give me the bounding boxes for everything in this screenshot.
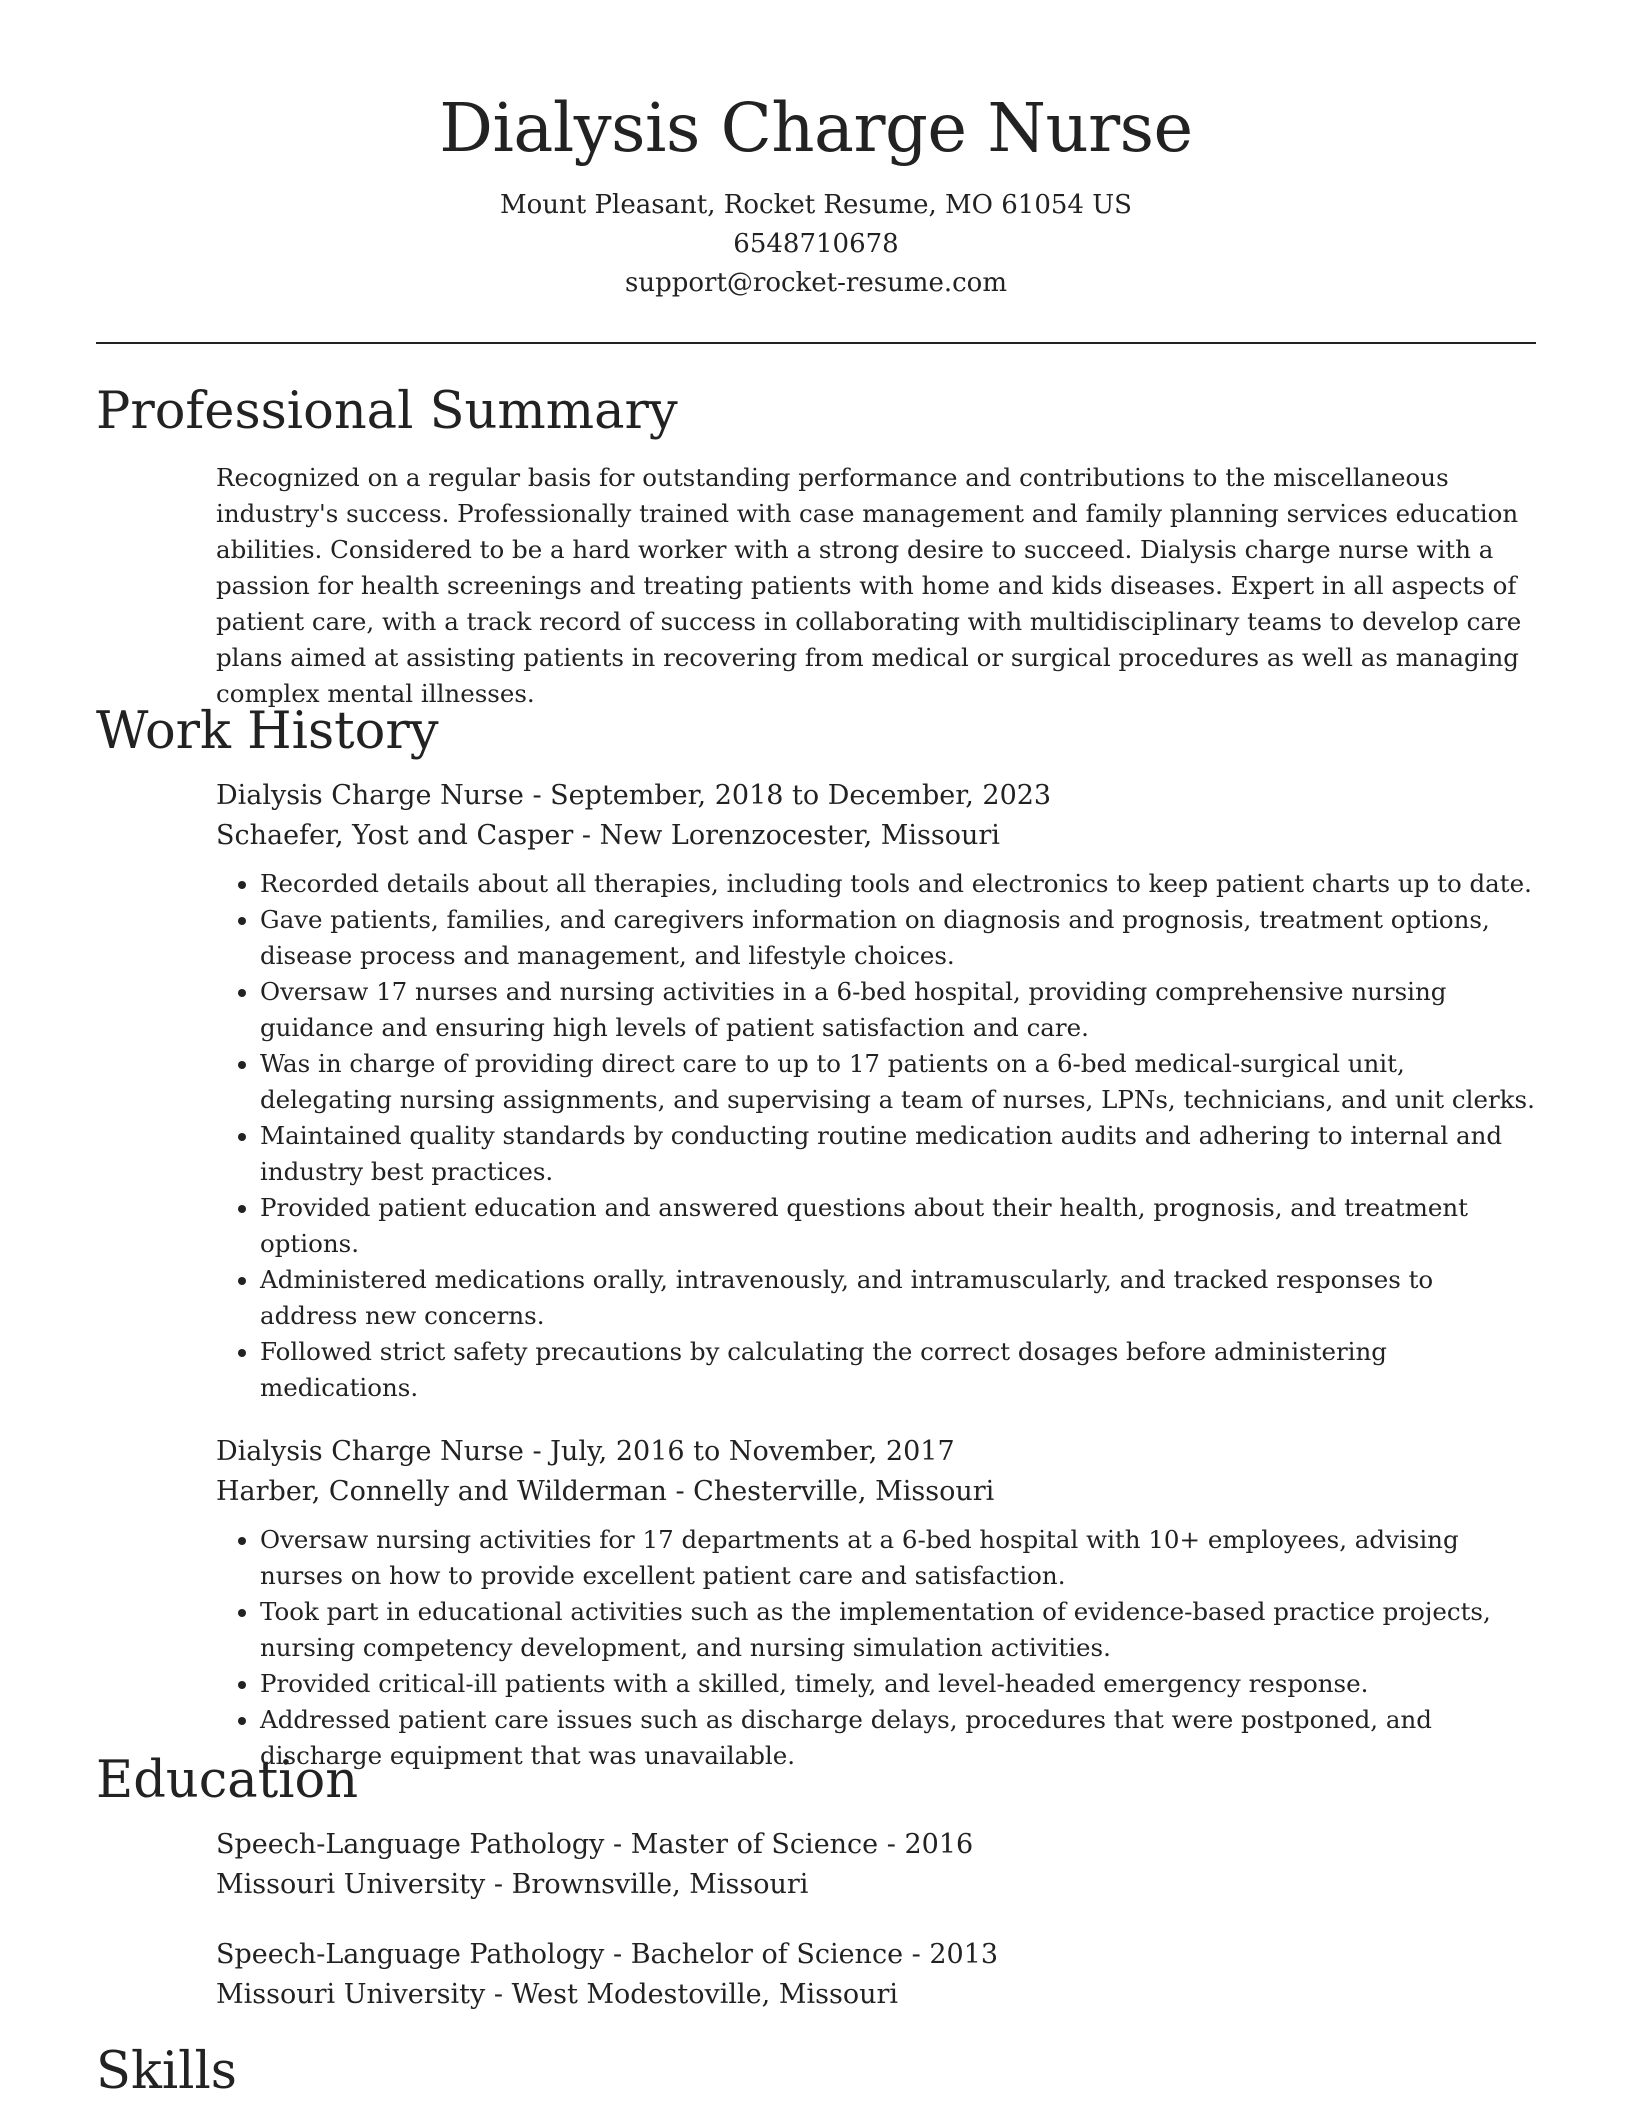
education-degree: Master of Science [630, 1829, 879, 1860]
job-bullet: • Provided patient education and answered questions about their health, prognosis, and treatment options. [260, 1190, 1536, 1262]
education-location: West Modestoville, Missouri [511, 1979, 899, 2010]
job-bullets [216, 866, 1536, 1406]
job-title-line [216, 776, 1536, 816]
education-entry [216, 1935, 1536, 2015]
summary-title: Professional Summary [96, 382, 678, 441]
candidate-name: Dialysis Charge Nurse [439, 89, 1193, 167]
work-history-title: Work History [96, 702, 439, 761]
education-year: 2016 [904, 1829, 974, 1860]
contact-block [0, 186, 1632, 303]
education-field: Speech-Language Pathology [216, 1829, 605, 1860]
job-bullet: • Addressed patient care issues such as discharge delays, procedures that were postponed, and discharge equipment that was unavailable. [260, 1702, 1536, 1774]
separator: - [485, 1979, 512, 2010]
summary-section [96, 382, 1536, 712]
job-employer-line [216, 816, 1536, 856]
education-degree-line [216, 1935, 1536, 1975]
job-dates: September, 2018 to December, 2023 [550, 780, 1052, 811]
job-bullet: • Took part in educational activities such as the implementation of evidence-based practice projects, nursing competency development, and nursing simulation activities. [260, 1594, 1536, 1666]
education-field: Speech-Language Pathology [216, 1939, 605, 1970]
job-bullets [216, 1522, 1536, 1774]
separator: - [573, 820, 600, 851]
skills-section [96, 2042, 1536, 2102]
education-school: Missouri University [216, 1869, 486, 1900]
education-school-line [216, 1975, 1536, 2015]
education-degree-line [216, 1825, 1536, 1865]
education-list [216, 1825, 1536, 2015]
separator: - [604, 1829, 631, 1860]
job-location: Chesterville, Missouri [693, 1476, 995, 1507]
job-role: Dialysis Charge Nurse [216, 1436, 524, 1467]
education-title: Education [96, 1751, 359, 1810]
job-bullet: • Was in charge of providing direct care to up to 17 patients on a 6-bed medical-surgical unit, delegating nursing assignments, and supervising a team of nurses, LPNs, technicians, and unit clerks. [260, 1046, 1536, 1118]
job-bullet: • Gave patients, families, and caregivers information on diagnosis and prognosis, treatment options, disease process and management, and lifestyle choices. [260, 902, 1536, 974]
email: support@rocket-resume.com [624, 268, 1007, 298]
resume-header [0, 0, 1632, 303]
separator: - [485, 1869, 512, 1900]
job-employer: Schaefer, Yost and Casper [216, 820, 574, 851]
job-list [216, 776, 1536, 1774]
education-degree: Bachelor of Science [630, 1939, 904, 1970]
separator: - [604, 1939, 631, 1970]
job-bullet: • Followed strict safety precautions by calculating the correct dosages before administering medications. [260, 1334, 1536, 1406]
job-role: Dialysis Charge Nurse [216, 780, 524, 811]
header-divider [96, 342, 1536, 344]
job-bullet: • Administered medications orally, intravenously, and intramuscularly, and tracked responses to address new concerns. [260, 1262, 1536, 1334]
address: Mount Pleasant, Rocket Resume, MO 61054 US [500, 190, 1132, 220]
education-entry [216, 1825, 1536, 1905]
job-title-line [216, 1432, 1536, 1472]
education-school: Missouri University [216, 1979, 486, 2010]
work-history-section [96, 702, 1536, 1774]
education-school-line [216, 1865, 1536, 1905]
job-bullet: • Maintained quality standards by conducting routine medication audits and adhering to internal and industry best practices. [260, 1118, 1536, 1190]
job-bullet: • Oversaw 17 nurses and nursing activities in a 6-bed hospital, providing comprehensive nursing guidance and ensuring high levels of patient satisfaction and care. [260, 974, 1536, 1046]
job-bullet: • Oversaw nursing activities for 17 departments at a 6-bed hospital with 10+ employees, advising nurses on how to provide excellent patient care and satisfaction. [260, 1522, 1536, 1594]
education-section [96, 1751, 1536, 2015]
separator: - [666, 1476, 694, 1507]
job-entry [216, 1432, 1536, 1774]
job-employer: Harber, Connelly and Wilderman [216, 1476, 667, 1507]
education-year: 2013 [929, 1939, 999, 1970]
job-dates: July, 2016 to November, 2017 [550, 1436, 955, 1467]
job-entry [216, 776, 1536, 1406]
job-employer-line [216, 1472, 1536, 1512]
separator: - [523, 780, 551, 811]
job-bullet: • Provided critical-ill patients with a skilled, timely, and level-headed emergency response. [260, 1666, 1536, 1702]
education-location: Brownsville, Missouri [511, 1869, 809, 1900]
summary-text: Recognized on a regular basis for outstanding performance and contributions to the miscellaneous industry's success. Professionally trained with case management and family planning services education abilities. Considered to be a hard worker with a strong desire to succeed. Dialysis charge nurse with a passion for health screenings and treating patients with home and kids diseases. Expert in all aspects of patient care, with a track record of success in collaborating with multidisciplinary teams to develop care plans aimed at assisting patients in recovering from medical or surgical procedures as well as managing complex mental illnesses. [216, 463, 1522, 708]
separator: - [903, 1939, 930, 1970]
job-bullet: • Recorded details about all therapies, including tools and electronics to keep patient charts up to date. [260, 866, 1536, 902]
skills-title: Skills [96, 2042, 237, 2101]
job-location: New Lorenzocester, Missouri [599, 820, 1000, 851]
separator: - [878, 1829, 905, 1860]
separator: - [523, 1436, 551, 1467]
phone: 6548710678 [733, 229, 899, 259]
